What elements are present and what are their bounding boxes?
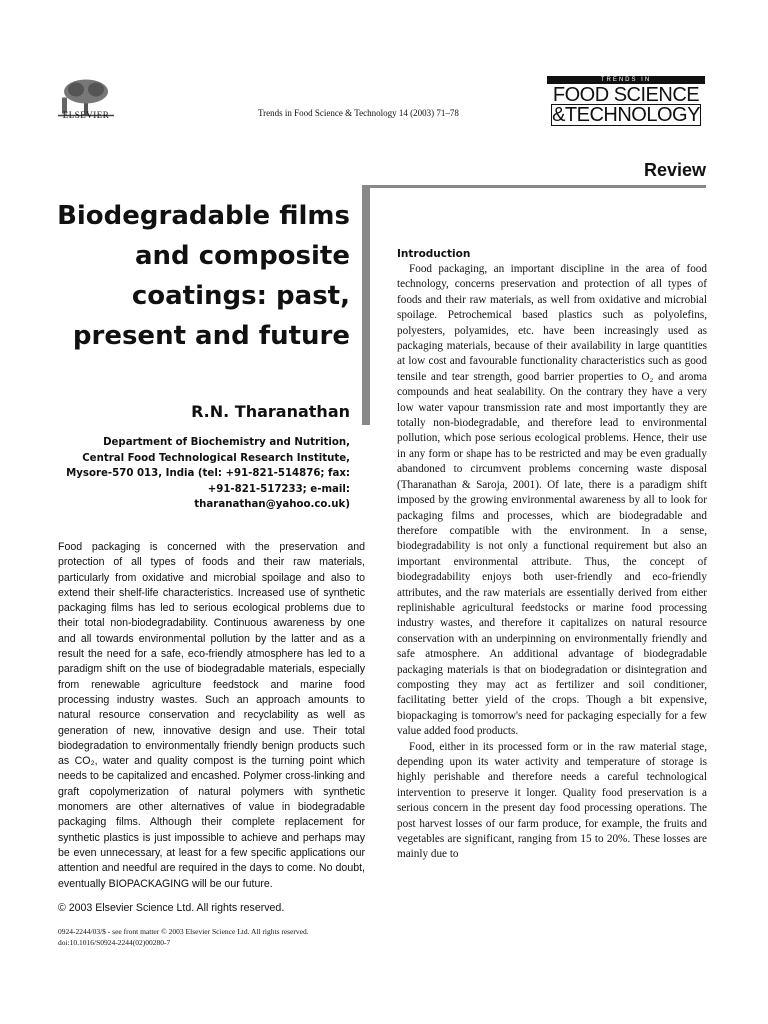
masthead-trends-in: TRENDS IN [547, 76, 705, 84]
page-footer [58, 926, 309, 948]
introduction-heading: Introduction [397, 248, 471, 260]
top-rule [362, 185, 706, 188]
footer-doi: doi:10.1016/S0924-2244(02)00280-7 [58, 938, 171, 947]
footer-front-matter: 0924-2244/03/$ - see front matter © 2003 Elsevier Science Ltd. All rights reserved. [58, 927, 309, 936]
abstract-text: Food packaging is concerned with the preservation and protection of all types of foods and their raw materials, particularly from oxidative and microbial spoilage and also to extend their shelf-life characteristics. Increased use of synthetic packaging films has led to serious ecological problems due to their total non-biodegradability. Continuous awareness by one and all towards environmental pollution by the latter and as a result the need for a safe, eco-friendly atmosphere has led to a paradigm shift on the use of biodegradable materials, especially from renewable agriculture feedstock and marine food processing industry wastes. Such an approach amounts to natural resource conservation and recyclability as well as generation of new, innovative design and use. Their total biodegradation to environmentally friendly benign products such as CO₂, water and quality compost is the turning point which needs to be capitalized and encashed. Polymer cross-linking and graft copolymerization of natural polymers with synthetic monomers are other alternatives of value in biodegradable packaging films. Although their complete replacement for synthetic plastics is just impossible to achieve and perhaps may be even unnecessary, at least for a few specific applications our attention and needful are required in the days to come. No doubt, eventually BIOPACKAGING will be our future. [58, 541, 365, 890]
introduction-body [397, 262, 707, 863]
intro-paragraph-1: Food packaging, an important discipline in the area of food technology, concerns preservation and protection of all types of foods and their raw materials, as well from oxidative and microbial spoilage. Petrochemical based plastics such as polyolefins, polyesters, polyamides, etc. have been increasingly used as packaging materials, because of their availability in large quantities at low cost and favourable functionality characteristics such as good tensile and tear strength, good barrier properties to O₂ and aroma compounds and heat sealability. On the contrary they have a very low water vapour transmission rate and most importantly they are totally non-biodegradable, and therefore lead to environmental pollution, which pose serious ecological problems. Hence, their use in any form or shape has to be restricted and may be even gradually abandoned to circumvent problems concerning waste disposal (Tharanathan & Saroja, 2001). Of late, there is a paradigm shift imposed by the growing environmental awareness by all to look for packaging films and processes, which are biodegradable and therefore compatible with the environment. In a sense, biodegradability is not only a functional requirement but also an important environmental attribute. Thus, the concept of biodegradability enjoys both user-friendly and eco-friendly attributes, and the raw materials are essentially derived from either replinishable agricultural feedstocks or marine food processing industry wastes, and therefore it capitalizes on natural resource conservation with an underpinning on environmentally friendly and safe atmosphere. An additional advantage of biodegradable packaging materials is that on biodegradation or disintegration and composting they may act as fertilizer and soil conditioner, facilitating better yield of the crops. Though a bit expensive, biopackaging is tomorrow's need for packaging especially for a few value added food products. [397, 263, 707, 738]
abstract-copyright: © 2003 Elsevier Science Ltd. All rights reserved. [58, 902, 285, 914]
author-affiliation: Department of Biochemistry and Nutrition, Central Food Technological Research Institute, Mysore-570 013, India (tel: +91-821-514876; fax: +91-821-517233; e-mail: tharanathan@yahoo.co.uk) [66, 437, 350, 510]
journal-citation: Trends in Food Science & Technology 14 (2003) 71–78 [258, 108, 459, 118]
masthead-line1: FOOD SCIENCE [552, 84, 700, 106]
publisher-name: ELSEVIER [62, 110, 110, 120]
vertical-rule [362, 185, 370, 425]
section-label: Review [643, 160, 706, 180]
journal-masthead [547, 76, 705, 128]
article-title: Biodegradable films and composite coatings: past, present and future [57, 201, 350, 351]
author-name: R.N. Tharanathan [191, 402, 350, 421]
intro-paragraph-2: Food, either in its processed form or in the raw material stage, depending upon its water activity and temperature of storage is highly perishable and therefore needs a careful technological intervention to preserve it longer. Quality food preservation is a serious concern in the present day food processing operations. The post harvest losses of our farm produce, for example, the fruits and vegetables are significant, ranging from 15 to 20%. These losses are mainly due to [397, 740, 707, 861]
masthead-line2: &TECHNOLOGY [552, 104, 700, 126]
